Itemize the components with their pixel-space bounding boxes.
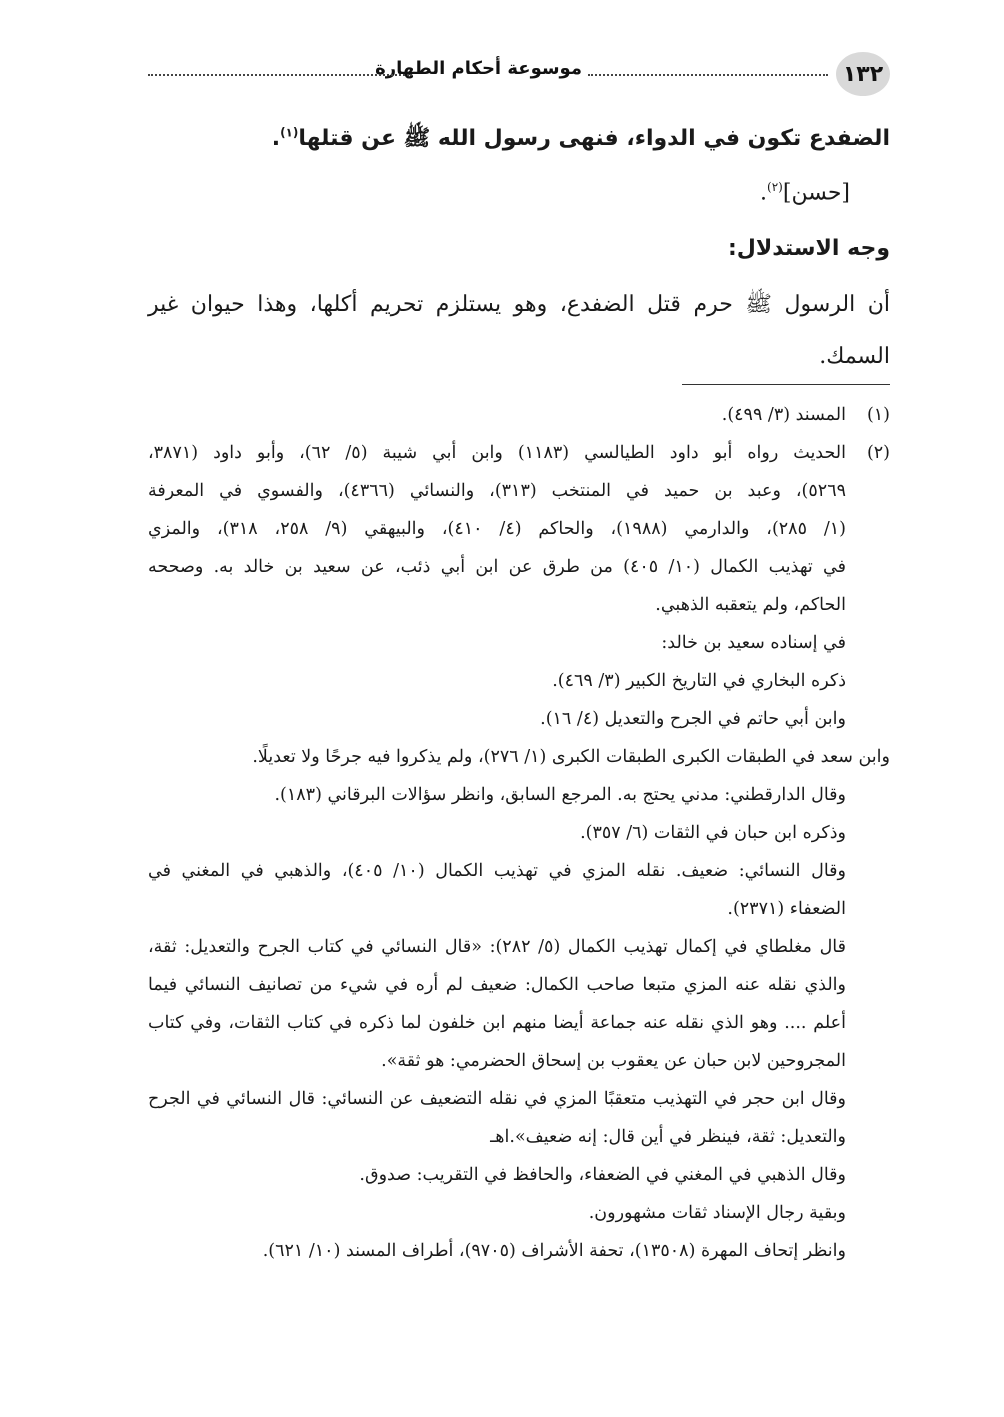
footnote-line: والتعديل: ثقة، فينظر في أين قال: إنه ضعيف».اهـ bbox=[490, 1127, 846, 1147]
footnote-line: أعلم .... وهو الذي نقله عنه جماعة أيضا منهم ابن خلفون لما ذكره في كتاب الثقات، وفي كتاب bbox=[148, 1013, 846, 1033]
main-line-end: . bbox=[271, 126, 281, 151]
footnote-separator bbox=[682, 384, 890, 385]
main-line-text: الضفدع تكون في الدواء، فنهى رسول الله ﷺ عن قتلها bbox=[298, 126, 890, 151]
header-dotted-leader-left bbox=[148, 74, 412, 76]
footnote-line: والذي نقله عنه المزي متبعا صاحب الكمال: ضعيف لم أره في شيء من تصانيف النسائي فيما bbox=[148, 975, 846, 995]
footnote-number: (٢) bbox=[866, 443, 890, 463]
footnote-line: ذكره البخاري في التاريخ الكبير (٣/ ٤٦٩). bbox=[552, 671, 846, 691]
footnote-number: (١) bbox=[866, 405, 890, 425]
footnote-line: وابن أبي حاتم في الجرح والتعديل (٤/ ١٦). bbox=[540, 709, 846, 729]
running-title: موسوعة أحكام الطهارة bbox=[375, 58, 582, 79]
footnote-line: وقال الذهبي في المغني في الضعفاء، والحافظ في التقريب: صدوق. bbox=[359, 1165, 846, 1185]
main-line: السمك. bbox=[819, 344, 890, 369]
footnote-line: في تهذيب الكمال (١٠/ ٤٠٥) من طرق عن ابن أبي ذئب، عن سعيد بن خالد به. وصححه bbox=[148, 557, 846, 577]
main-line: أن الرسول ﷺ حرم قتل الضفدع، وهو يستلزم تحريم أكلها، وهذا حيوان غير bbox=[148, 292, 890, 317]
footnote-line: في إسناده سعيد بن خالد: bbox=[661, 633, 846, 653]
footnote-line: الضعفاء (٢٣٧١). bbox=[727, 899, 846, 919]
footnote-line: وانظر إتحاف المهرة (١٣٥٠٨)، تحفة الأشراف (٩٧٠٥)، أطراف المسند (١٠/ ٦٢١). bbox=[262, 1241, 846, 1261]
grade-line-end: . bbox=[760, 180, 768, 206]
footnote-line: وقال الدارقطني: مدني يحتج به. المرجع السابق، وانظر سؤالات البرقاني (١٨٣). bbox=[274, 785, 846, 805]
footnote-text: المسند (٣/ ٤٩٩). bbox=[721, 405, 846, 425]
footnote-line: وابن سعد في الطبقات الكبرى الطبقات الكبرى (١/ ٢٧٦)، ولم يذكروا فيه جرحًا ولا تعديلًا. bbox=[252, 747, 890, 767]
footnote-line: قال مغلطاي في إكمال تهذيب الكمال (٥/ ٢٨٢): «قال النسائي في كتاب الجرح والتعديل: ثقة، bbox=[148, 937, 846, 957]
footnote-line: وقال ابن حجر في التهذيب متعقبًا المزي في نقله التضعيف عن النسائي: قال النسائي في الجرح bbox=[148, 1089, 846, 1109]
footnote-ref-2[interactable]: (٢) bbox=[767, 180, 783, 194]
footnote-line: المجروحين لابن حبان عن يعقوب بن إسحاق الحضرمي: هو ثقة». bbox=[381, 1051, 846, 1071]
footnote-ref-1[interactable]: (١) bbox=[280, 125, 299, 140]
footnote-line: وبقية رجال الإسناد ثقات مشهورون. bbox=[588, 1203, 846, 1223]
footnote-line: وذكره ابن حبان في الثقات (٦/ ٣٥٧). bbox=[580, 823, 846, 843]
grade-line bbox=[760, 180, 850, 205]
footnote-text: الحديث رواه أبو داود الطيالسي (١١٨٣) وابن أبي شيبة (٥/ ٦٢)، وأبو داود (٣٨٧١، bbox=[148, 443, 846, 463]
footnote-line: الحاكم، ولم يتعقبه الذهبي. bbox=[655, 595, 846, 615]
footnote-line: وقال النسائي: ضعيف. نقله المزي في تهذيب الكمال (١٠/ ٤٠٥)، والذهبي في المغني في bbox=[148, 861, 846, 881]
footnote-line: ٥٢٦٩)، وعبد بن حميد في المنتخب (٣١٣)، والنسائي (٤٣٦٦)، والفسوي في المعرفة bbox=[148, 481, 846, 501]
header-dotted-leader-right bbox=[588, 74, 828, 76]
hadith-grade: [حسن] bbox=[782, 180, 850, 206]
section-heading: وجه الاستدلال: bbox=[727, 236, 890, 261]
page-number: ١٣٢ bbox=[836, 52, 890, 96]
footnote-line: (١/ ٢٨٥)، والدارمي (١٩٨٨)، والحاكم (٤/ ٤١٠)، والبيهقي (٩/ ٢٥٨، ٣١٨)، والمزي bbox=[148, 519, 846, 539]
page-header bbox=[148, 52, 890, 96]
main-line bbox=[272, 124, 890, 156]
